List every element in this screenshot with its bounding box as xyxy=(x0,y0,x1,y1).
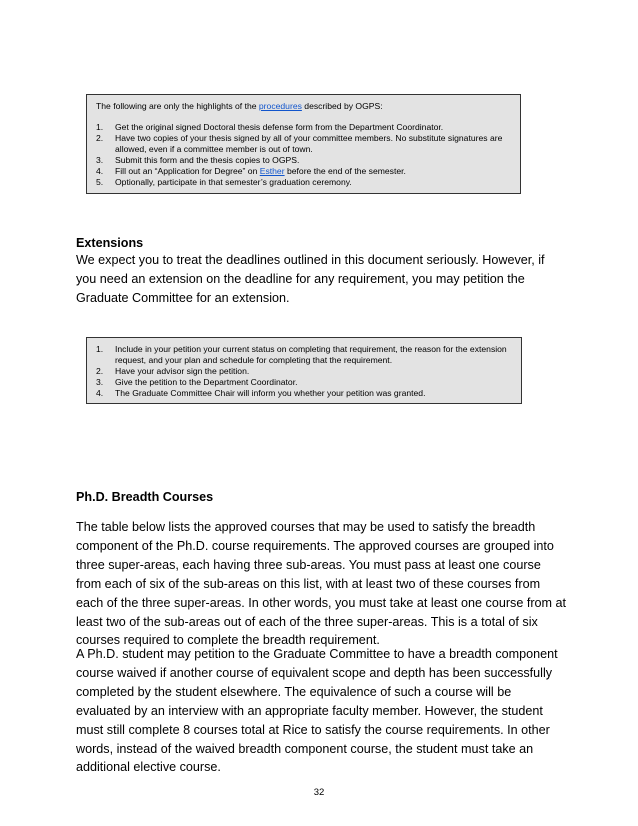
list-item xyxy=(96,155,512,166)
extensions-paragraph: We expect you to treat the deadlines outlined in this document seriously. However, if you need an extension on the deadline for any requirement, you may petition the Graduate Committee for an extension. xyxy=(76,253,545,305)
item-number: 4. xyxy=(96,388,104,398)
item-text: Get the original signed Doctoral thesis defense form from the Department Coordinator. xyxy=(115,122,444,132)
list-item xyxy=(96,166,512,177)
list-item xyxy=(96,388,513,399)
item-number: 2. xyxy=(96,133,104,143)
item-number: 3. xyxy=(96,155,104,165)
procedures-link[interactable]: procedures xyxy=(258,101,302,111)
item-number: 1. xyxy=(96,122,104,132)
ogps-intro xyxy=(96,101,512,112)
list-item xyxy=(96,122,512,133)
petition-steps-box xyxy=(86,337,522,404)
item-number: 4. xyxy=(96,166,104,176)
intro-text-before: The following are only the highlights of the xyxy=(96,101,259,111)
item-number: 3. xyxy=(96,377,104,387)
breadth-paragraph-2: A Ph.D. student may petition to the Graduate Committee to have a breadth component course waived if another course of equivalent scope and depth has been successfully completed by the student elsewhere. The equivalence of such a course will be evaluated by an interview with an appropriate faculty member. However, the student must still complete 8 courses total at Rice to satisfy the course requirements. In other words, instead of the waived breadth component course, the student must take an additional elective course. xyxy=(76,647,558,775)
item-text: Give the petition to the Department Coordinator. xyxy=(115,377,298,387)
item-number: 1. xyxy=(96,344,104,354)
breadth-heading: Ph.D. Breadth Courses xyxy=(76,490,214,504)
intro-text-after: described by OGPS: xyxy=(301,101,383,111)
item-text: Submit this form and the thesis copies to OGPS. xyxy=(115,155,300,165)
item-number: 5. xyxy=(96,177,104,187)
item-text: Have two copies of your thesis signed by all of your committee members. No substitute signatures are allowed, even if a committee member is out of town. xyxy=(115,133,503,154)
list-item xyxy=(96,366,513,377)
extensions-heading: Extensions xyxy=(76,236,144,250)
ogps-highlights-box xyxy=(86,94,521,194)
item-number: 2. xyxy=(96,366,104,376)
esther-link[interactable]: Esther xyxy=(259,166,285,176)
list-item xyxy=(96,133,512,155)
ogps-steps-list xyxy=(96,122,512,188)
list-item xyxy=(96,377,513,388)
page-number: 32 xyxy=(313,787,325,798)
item-text: Include in your petition your current status on completing that requirement, the reason for the extension request, and your plan and schedule for completing that the requirement. xyxy=(115,344,507,365)
item-text xyxy=(115,166,512,177)
item-text: Have your advisor sign the petition. xyxy=(115,366,250,376)
item-text-after: before the end of the semester. xyxy=(284,166,406,176)
petition-steps-list xyxy=(96,344,513,399)
list-item xyxy=(96,177,512,188)
breadth-paragraph-1: The table below lists the approved courses that may be used to satisfy the breadth component of the Ph.D. course requirements. The approved courses are grouped into three super-areas, each having three sub-areas. You must pass at least one course from each of six of the sub-areas on this list, with at least two of these courses from each of the three super-areas. In other words, you must take at least one course from at least two of the sub-areas out of each of the three super-areas. This is a total of six courses required to complete the breadth requirement. xyxy=(76,520,567,648)
item-text: Optionally, participate in that semester’s graduation ceremony. xyxy=(115,177,352,187)
item-text-before: Fill out an “Application for Degree” on xyxy=(115,166,260,176)
item-text: The Graduate Committee Chair will inform you whether your petition was granted. xyxy=(115,388,426,398)
list-item xyxy=(96,344,513,366)
